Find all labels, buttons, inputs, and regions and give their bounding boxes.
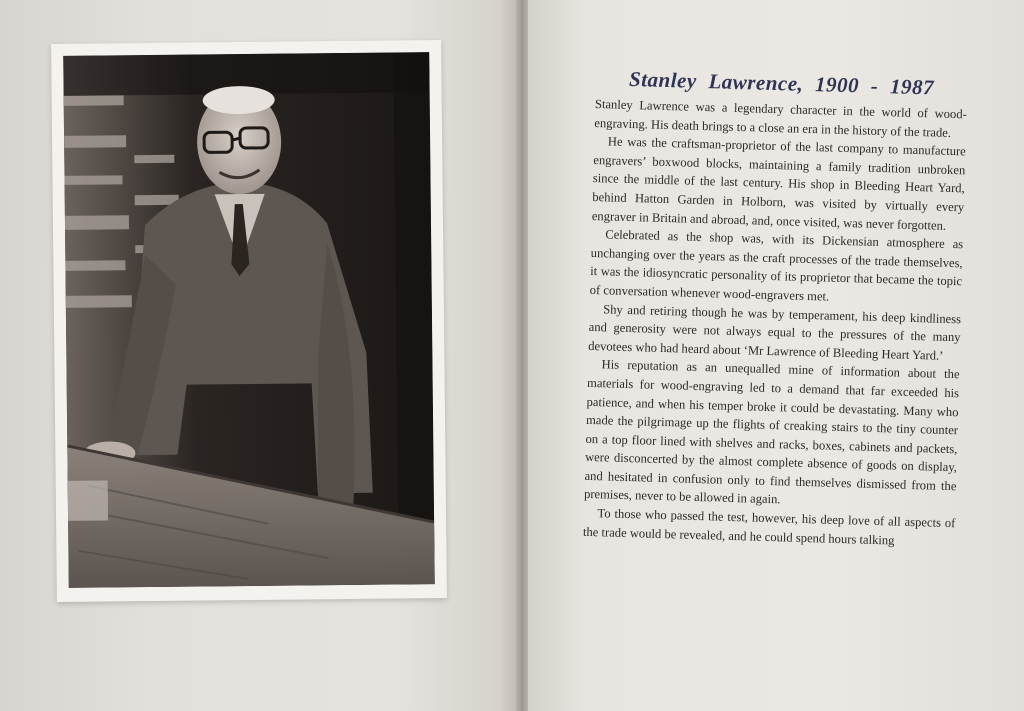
portrait-photo bbox=[63, 52, 435, 588]
portrait-illustration bbox=[63, 52, 435, 588]
paragraph-2: He was the craftsman-proprietor of the last company to manufacture engravers’ boxwood blocks, maintaining a family tradition unbroken since the middle of the last century. His shop in Bleeding Heart Yard, behind Hatton Garden in Holborn, was visited by virtually every engraver in Britain and abroad, and, once visited, was never forgotten. bbox=[591, 134, 966, 233]
article-title: Stanley Lawrence, 1900 - 1987 bbox=[628, 66, 935, 100]
paragraph-1: Stanley Lawrence was a legendary character in the world of wood-engraving. His death brings to a close an era in the history of the trade. bbox=[594, 96, 967, 140]
photo-print bbox=[51, 40, 447, 602]
paragraph-6: To those who passed the test, however, his deep love of all aspects of the trade would be revealed, and he could spend hours talking bbox=[582, 506, 956, 548]
paragraph-4: Shy and retiring though he was by temperament, his deep kindliness and generosity were not always equal to the pressures of the many devotees who had heard about ‘Mr Lawrence of Bleeding Heart Yard.’ bbox=[587, 301, 962, 363]
paragraph-3: Celebrated as the shop was, with its Dickensian atmosphere as unchanging over the years as the craft processes of the trade themselves, it was the idiosyncratic personality of its proprietor that became the topic of conversation whenever wood-engravers met. bbox=[589, 227, 964, 304]
paragraph-5: His reputation as an unequalled mine of information about the materials for wood-engraving led to a demand that far exceeded his patience, and when his temper broke it could be devastating. Many who made the pilgrimage up the flights of creaking stairs to the tiny counter on a top floor lined with shelves and racks, boxes, cabinets and packets, were disconcerted by the almost complete absence of goods on display, and hesitated in confusion only to find themselves dismissed from the premises, never to be allowed in again. bbox=[583, 357, 960, 507]
article-column bbox=[583, 66, 968, 551]
